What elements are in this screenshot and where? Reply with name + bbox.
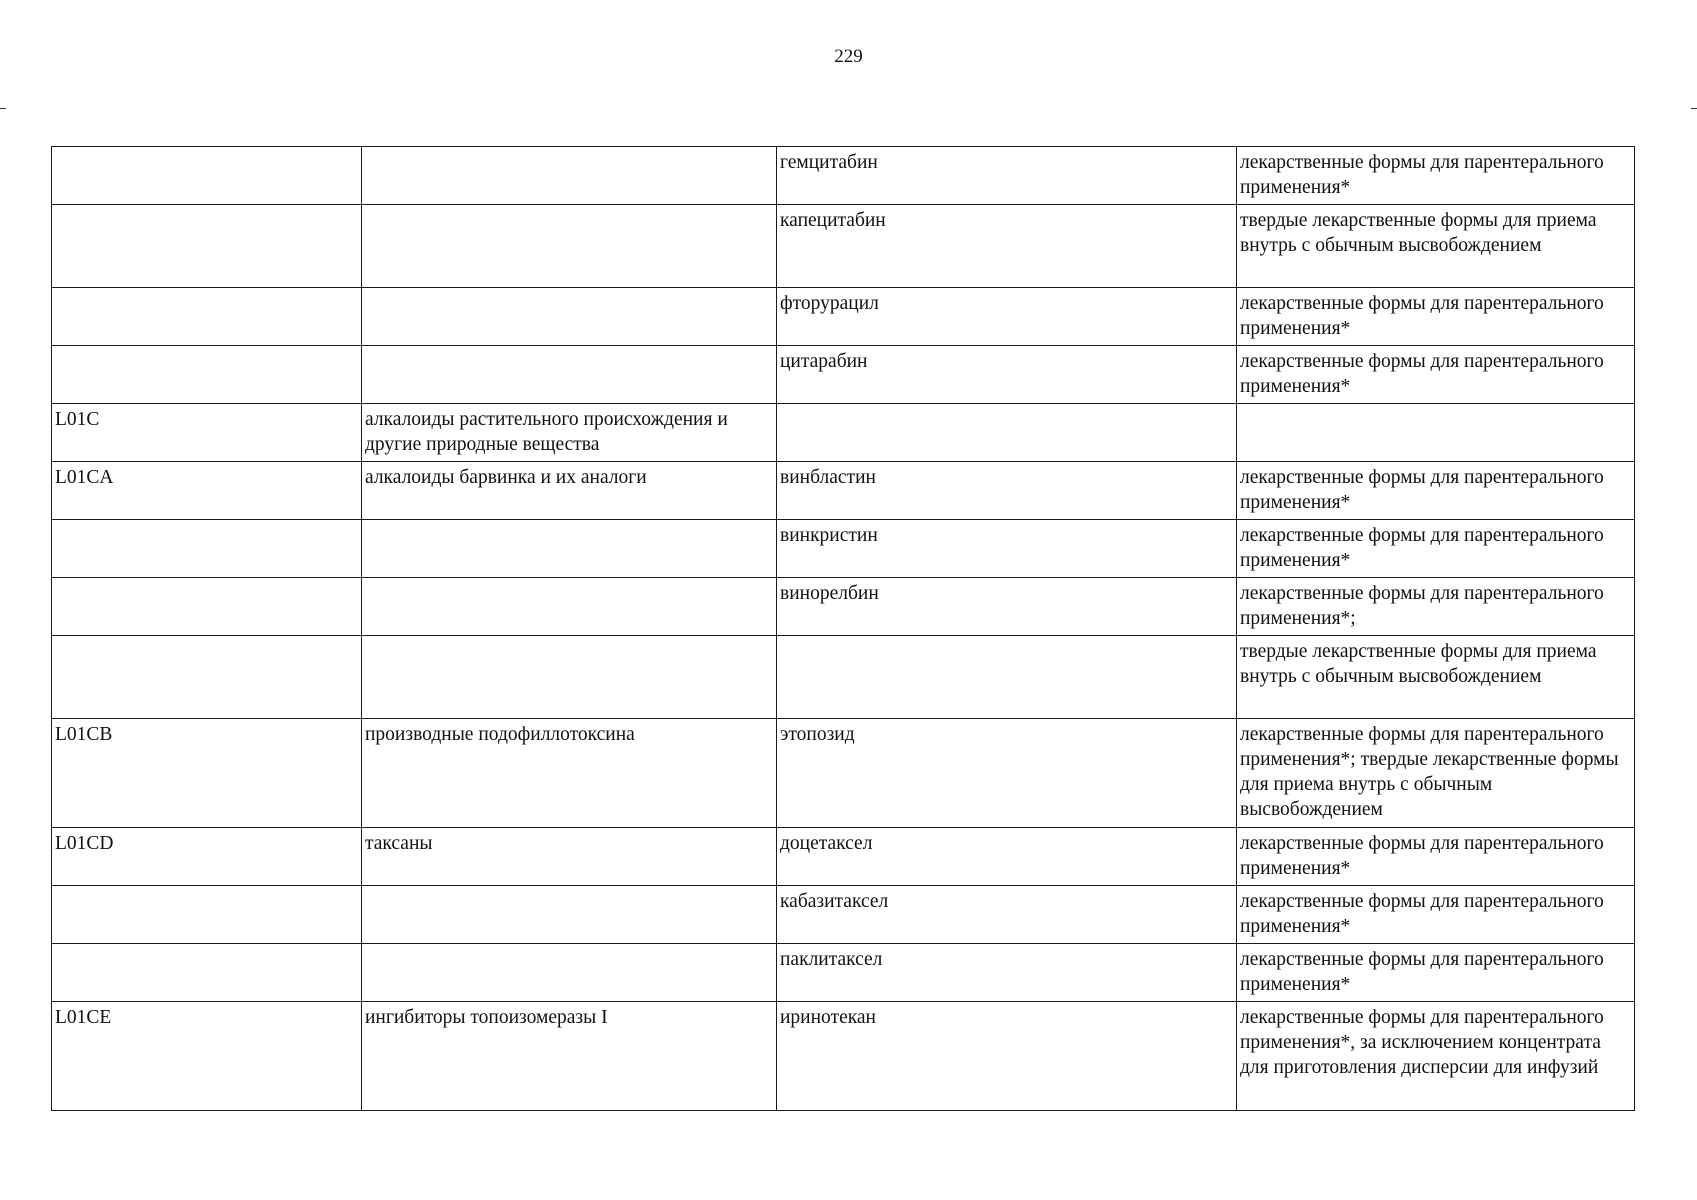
- atc-code-cell: [52, 205, 362, 288]
- dosage-form-cell: лекарственные формы для парентерального применения*;: [1237, 578, 1635, 636]
- pharmacological-group-cell: [362, 520, 777, 578]
- drug-name-cell: гемцитабин: [777, 147, 1237, 205]
- dosage-form-cell: лекарственные формы для парентерального применения*: [1237, 147, 1635, 205]
- table-row: [52, 636, 1635, 719]
- table-row: [52, 886, 1635, 944]
- table-row: [52, 520, 1635, 578]
- page-number: 229: [834, 46, 863, 67]
- drug-name-cell: винкристин: [777, 520, 1237, 578]
- drug-name-cell: [777, 636, 1237, 719]
- pharmacological-group-cell: [362, 944, 777, 1002]
- table-row: [52, 462, 1635, 520]
- atc-code-cell: L01CE: [52, 1002, 362, 1111]
- pharmacological-group-cell: [362, 346, 777, 404]
- pharmacological-group-cell: ингибиторы топоизомеразы I: [362, 1002, 777, 1111]
- dosage-form-cell: лекарственные формы для парентерального применения*: [1237, 462, 1635, 520]
- drug-name-cell: иринотекан: [777, 1002, 1237, 1111]
- pharmacological-group-cell: [362, 636, 777, 719]
- drug-name-cell: паклитаксел: [777, 944, 1237, 1002]
- dosage-form-cell: [1237, 404, 1635, 462]
- dosage-form-cell: лекарственные формы для парентерального применения*: [1237, 828, 1635, 886]
- atc-code-cell: [52, 346, 362, 404]
- dosage-form-cell: лекарственные формы для парентерального применения*: [1237, 886, 1635, 944]
- atc-code-cell: [52, 147, 362, 205]
- pharmacological-group-cell: [362, 886, 777, 944]
- drug-name-cell: винорелбин: [777, 578, 1237, 636]
- drug-name-cell: фторурацил: [777, 288, 1237, 346]
- atc-code-cell: L01CB: [52, 719, 362, 828]
- drug-name-cell: цитарабин: [777, 346, 1237, 404]
- table-row: [52, 404, 1635, 462]
- pharmacological-group-cell: [362, 578, 777, 636]
- atc-code-cell: L01CD: [52, 828, 362, 886]
- table-row: [52, 147, 1635, 205]
- drug-name-cell: капецитабин: [777, 205, 1237, 288]
- drug-name-cell: кабазитаксел: [777, 886, 1237, 944]
- table-row: [52, 205, 1635, 288]
- pharmacological-group-cell: алкалоиды растительного происхождения и другие природные вещества: [362, 404, 777, 462]
- atc-code-cell: [52, 288, 362, 346]
- table-row: [52, 346, 1635, 404]
- right-margin-mark: [1691, 108, 1697, 109]
- dosage-form-cell: лекарственные формы для парентерального применения*: [1237, 346, 1635, 404]
- table-row: [52, 719, 1635, 828]
- drug-name-cell: [777, 404, 1237, 462]
- dosage-form-cell: лекарственные формы для парентерального применения*, за исключением концентрата для приготовления дисперсии для инфузий: [1237, 1002, 1635, 1111]
- pharmacological-group-cell: [362, 147, 777, 205]
- table-row: [52, 944, 1635, 1002]
- atc-code-cell: L01C: [52, 404, 362, 462]
- dosage-form-cell: лекарственные формы для парентерального применения*: [1237, 288, 1635, 346]
- atc-code-cell: L01CA: [52, 462, 362, 520]
- drug-name-cell: доцетаксел: [777, 828, 1237, 886]
- dosage-form-cell: твердые лекарственные формы для приема внутрь с обычным высвобождением: [1237, 205, 1635, 288]
- drug-name-cell: этопозид: [777, 719, 1237, 828]
- dosage-form-cell: лекарственные формы для парентерального применения*: [1237, 520, 1635, 578]
- atc-code-cell: [52, 886, 362, 944]
- atc-code-cell: [52, 636, 362, 719]
- left-margin-mark: [0, 108, 6, 109]
- pharmacological-group-cell: [362, 205, 777, 288]
- table-row: [52, 828, 1635, 886]
- table-row: [52, 1002, 1635, 1111]
- pharmacological-group-cell: производные подофиллотоксина: [362, 719, 777, 828]
- pharmacological-group-cell: таксаны: [362, 828, 777, 886]
- table-row: [52, 578, 1635, 636]
- pharmacological-group-cell: [362, 288, 777, 346]
- dosage-form-cell: твердые лекарственные формы для приема внутрь с обычным высвобождением: [1237, 636, 1635, 719]
- atc-code-cell: [52, 520, 362, 578]
- atc-code-cell: [52, 944, 362, 1002]
- medication-table: [51, 146, 1635, 1111]
- table-row: [52, 288, 1635, 346]
- dosage-form-cell: лекарственные формы для парентерального применения*; твердые лекарственные формы для приема внутрь с обычным высвобождением: [1237, 719, 1635, 828]
- pharmacological-group-cell: алкалоиды барвинка и их аналоги: [362, 462, 777, 520]
- drug-name-cell: винбластин: [777, 462, 1237, 520]
- dosage-form-cell: лекарственные формы для парентерального применения*: [1237, 944, 1635, 1002]
- atc-code-cell: [52, 578, 362, 636]
